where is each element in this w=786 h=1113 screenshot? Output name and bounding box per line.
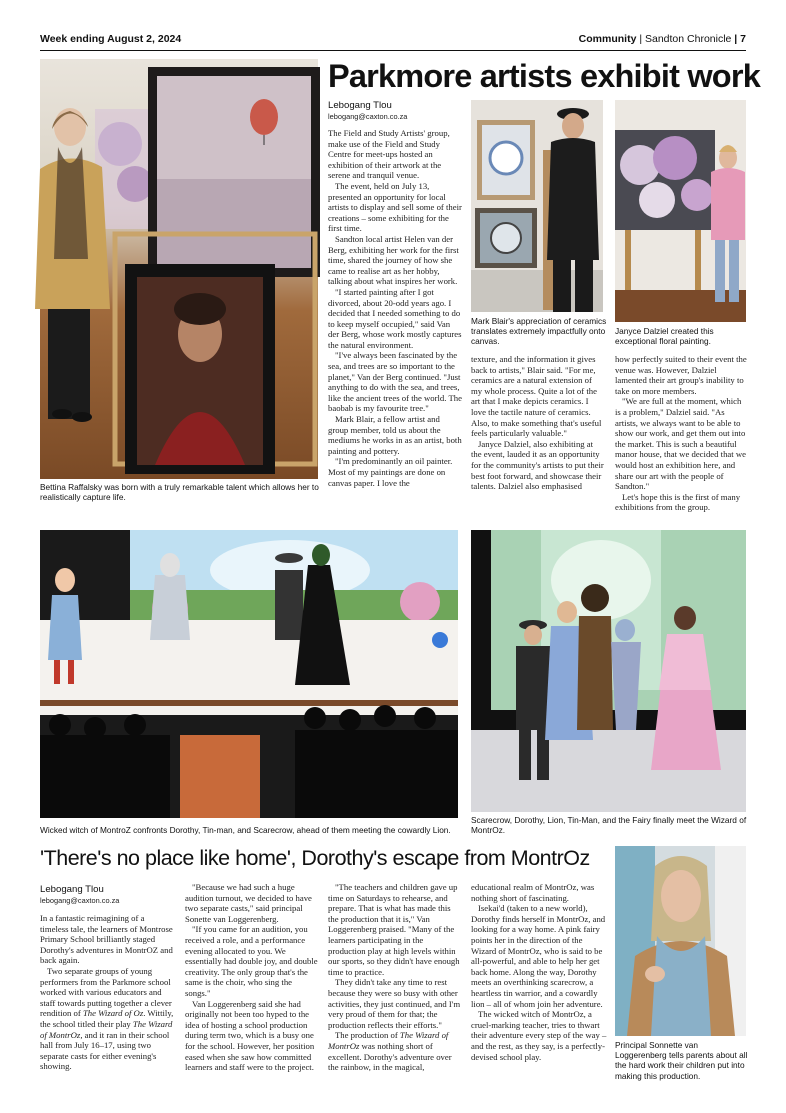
- a1c2-p2: Janyce Dalziel, also exhibiting at the event, lauded it as an opportunity for the community's artists to put their best foot forward, and showcase their talents. Dalziel also emphasised: [471, 438, 604, 492]
- section-name: Community: [578, 33, 637, 45]
- a2c1-p2-text-a: Two separate groups of young performers from the Parkmore school worked with various educators and staff towards putting together a clever rendition of: [40, 965, 172, 1019]
- a2c1-p2: [40, 966, 174, 1072]
- a1c1-p4: "I started painting after I got divorced, about 20-odd years ago. I decided that I needed something to do to keep myself occupied," said Van der Berg, whose work mostly captures the natural environment.: [328, 286, 462, 350]
- bettina-photo-illustration: [40, 59, 318, 479]
- bettina-caption: Bettina Raffalsky was born with a truly remarkable talent which allows her to realistically capture life.: [40, 482, 319, 503]
- page-number: 7: [740, 33, 746, 45]
- a1c1-p7: "I'm predominantly an oil painter. Most of my paintings are done on canvas paper. I love the: [328, 456, 453, 488]
- a2c1-p2-text-c: , and it ran in their school hall from July 16–17, using two separate casts for either evening's showing.: [40, 1029, 170, 1072]
- mark-caption: Mark Blair's appreciation of ceramics translates extremely impactfully onto canvas.: [471, 316, 607, 347]
- a2c4-p2: Isekai'd (taken to a new world), Dorothy finds herself in MontrOz, and looking for a way home. A pink fairy points her in the direction of the Wizard of MontrOz, who is said to be all-powerful, and able to help her get back home. Along the way, Dorothy meets an overthinking scarecrow, a heartless tin warrior, and a cowardly lion – all of whom join her adventure.: [471, 903, 606, 1009]
- witch-caption: Wicked witch of MontroZ confronts Dorothy, Tin-man, and Scarecrow, ahead of them meeting the cowardly Lion.: [40, 825, 451, 835]
- a2c1-p1: In a fantastic reimagining of a timeless tale, the learners of Montrose Primary School brilliantly staged Dorothy's adventures in MontrOZ and back again.: [40, 913, 173, 966]
- article2-column-4: [471, 882, 607, 1082]
- a2c3-p2: They didn't take any time to rest because they were so busy with other activities, they just continued, and I'm very proud of them for that; the production reflects their efforts.": [328, 977, 461, 1030]
- a1c3-p2: "We are full at the moment, which is a problem," Dalziel said. "As artists, we always want to be able to show our work, and get them out into the market. This is such a beautiful manor house, that we decided that we would host an exhibition here, and share our art with the people of Sandton.": [615, 396, 746, 492]
- article2-column-2: [185, 882, 319, 1082]
- principal-photo: [615, 846, 746, 1036]
- article1-author: Lebogang Tlou: [328, 100, 392, 111]
- principal-caption: Principal Sonnette van Loggerenberg tells parents about all the hard work their children put into making this production.: [615, 1040, 748, 1081]
- article2-column-3: [328, 882, 462, 1082]
- a2c2-p2: "If you came for an audition, you received a role, and a performance evening allocated to you. We essentially had double joy, and double creativity. The only group that's the same is the choir, who sing the songs.": [185, 924, 318, 998]
- a2c3-p1: "The teachers and children gave up time on Saturdays to rehearse, and prepare. That is what has made this the production that it is," Van Loggerenberg praised. "Many of the learners participating in the production play at high levels within our sports, so they didn't have enough time to practice.: [328, 882, 460, 977]
- wizard-photo-illustration: [471, 530, 746, 812]
- janyce-caption: Janyce Dalziel created this exceptional floral painting.: [615, 326, 714, 347]
- article1-column-2: [471, 354, 605, 506]
- a2c4-p3: The wicked witch of MontrOz, a cruel-marking teacher, tries to thwart their adventure every step of the way – and the rest, as they say, is a perfectly-devised school play.: [471, 1009, 607, 1062]
- a2c3-p3: [328, 1030, 462, 1072]
- article2-headline: 'There's no place like home', Dorothy's escape from MontrOz: [40, 846, 590, 870]
- a2c2-p3: Van Loggerenberg said she had originally not been too hyped to the idea of hosting a school production during term two, which is a busy one for the school. However, her position eased when she saw how committed learners and staff were to the project.: [185, 998, 315, 1073]
- a1c3-p3: Let's hope this is the first of many exhibitions from the group.: [615, 491, 741, 513]
- issue-date: Week ending August 2, 2024: [40, 33, 182, 45]
- a2c3-p3-text-a: The production of: [335, 1030, 400, 1041]
- a2c4-p1: educational realm of MontrOz, was nothing short of fascinating.: [471, 882, 595, 903]
- article1-email: lebogang@caxton.co.za: [328, 112, 408, 121]
- a1c1-p2: The event, held on July 13, presented an opportunity for local artists to display and sell some of their creations – some exhibiting for the first time.: [328, 180, 462, 234]
- janyce-photo: [615, 100, 746, 322]
- witch-photo: [40, 530, 458, 818]
- bettina-photo: [40, 59, 318, 479]
- a1c3-p1: how perfectly suited to their event the venue was. However, Dalziel lamented their art group's inability to take on more members.: [615, 354, 747, 396]
- article2-email: lebogang@caxton.co.za: [40, 896, 120, 905]
- a2c2-p1: "Because we had such a huge audition turnout, we decided to have two separate casts," said principal Sonette van Loggerenberg.: [185, 882, 312, 924]
- principal-photo-illustration: [615, 846, 746, 1036]
- header-rule: [40, 50, 746, 51]
- a2c3-p3-text-b: was nothing short of excellent. Dorothy's adventure over the rainbow, in the magical,: [328, 1040, 452, 1073]
- paper-name: Sandton Chronicle: [644, 33, 732, 45]
- a2c1-p2-title-b: The Wizard of MontrOz: [40, 1018, 173, 1040]
- wizard-caption: Scarecrow, Dorothy, Lion, Tin-Man, and the Fairy finally meet the Wizard of MontrOz.: [471, 815, 747, 836]
- a1c1-p5: "I've always been fascinated by the sea, and trees are so important to the planet," Van der Berg continued. "Just anything to do with the sea, and trees, like the ancient trees of the world. The baobab is my favourite tree.": [328, 350, 462, 414]
- article1-column-1: [328, 128, 462, 506]
- a2c3-p3-title: The Wizard of MontrOz: [328, 1030, 449, 1051]
- a1c2-p1: texture, and the information it gives back to artists," Blair said. "For me, ceramics are a natural extension of my whole process. Quite a lot of the art that I make depicts ceramics. I love the tactile nature of ceramics. Also, to make something that's useful feels particularly valuable.": [471, 354, 602, 439]
- section-label: Community | Sandton Chronicle | 7: [578, 33, 746, 45]
- mark-photo: [471, 100, 603, 312]
- wizard-photo: [471, 530, 746, 812]
- article2-column-1: [40, 913, 174, 1083]
- article1-column-3: [615, 354, 747, 513]
- a1c1-p1: The Field and Study Artists' group, make use of the Field and Study Centre for meet-ups hosted an exhibition of their artwork at the serene and tranquil venue.: [328, 128, 450, 181]
- a1c1-p3: Sandton local artist Helen van der Berg, exhibiting her work for the first time, shared the journey of how she came to realise art as her hobby, talking about what inspires her work.: [328, 233, 459, 287]
- a2c1-p2-text-b: . Wittily, the school titled their play: [40, 1008, 174, 1029]
- witch-photo-illustration: [40, 530, 458, 818]
- a1c1-p6: Mark Blair, a fellow artist and group member, told us about the mediums he works in as an artist, both painting and pottery.: [328, 414, 462, 456]
- article1-headline: Parkmore artists exhibit work: [328, 58, 760, 94]
- a2c1-p2-title-a: The Wizard of Oz: [82, 1008, 144, 1019]
- janyce-photo-illustration: [615, 100, 746, 322]
- mark-photo-illustration: [471, 100, 603, 312]
- page-header: [40, 33, 746, 49]
- article2-author: Lebogang Tlou: [40, 884, 104, 895]
